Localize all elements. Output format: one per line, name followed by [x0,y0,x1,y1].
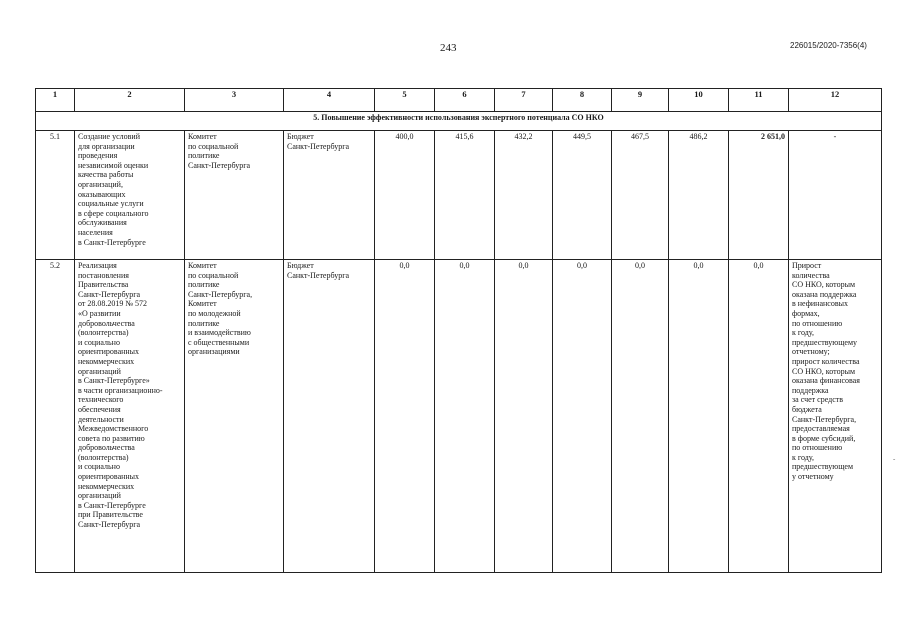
value-cell: 486,2 [669,131,729,260]
value-cell: 415,6 [435,131,495,260]
program-table [35,88,882,573]
result-cell: Прирост количества СО НКО, которым оказана поддержка в нефинансовых формах, по отношению к году, предшествующему отчетному; прирост количества СО НКО, которым оказана финансовая поддержка за счет средств бюджета Санкт-Петербурга, предоставляемая в форме субсидий, по отношению к году, предшествующем у отчетному [789,260,882,573]
value-cell: 0,0 [375,260,435,573]
header-cell: 5 [375,89,435,112]
page-number: 243 [440,42,457,54]
result-cell: - [789,131,882,260]
section-title: 5. Повышение эффективности использования экспертного потенциала СО НКО [36,112,882,131]
header-cell: 1 [36,89,75,112]
row-number: 5.1 [36,131,75,260]
value-cell: 400,0 [375,131,435,260]
header-cell: 7 [495,89,553,112]
value-cell: 0,0 [612,260,669,573]
header-cell: 8 [553,89,612,112]
activity-cell: Создание условий для организации проведения независимой оценки качества работы организаций, оказывающих социальные услуги в сфере социального обслуживания населения в Санкт-Петербурге [75,131,185,260]
value-cell: 467,5 [612,131,669,260]
table-row [36,131,882,260]
row-number: 5.2 [36,260,75,573]
header-cell: 9 [612,89,669,112]
value-cell: 449,5 [553,131,612,260]
total-cell: 2 651,0 [729,131,789,260]
value-cell: 0,0 [435,260,495,573]
header-row [36,89,882,112]
header-cell: 12 [789,89,882,112]
executor-cell: Комитет по социальной политике Санкт-Петербурга, Комитет по молодежной политике и взаимодействию с общественными организациями [185,260,284,573]
value-cell: 0,0 [553,260,612,573]
total-cell: 0,0 [729,260,789,573]
value-cell: 0,0 [495,260,553,573]
document-code: 226015/2020-7356(4) [790,41,867,50]
funding-source-cell: Бюджет Санкт-Петербурга [284,260,375,573]
header-cell: 10 [669,89,729,112]
funding-source-cell: Бюджет Санкт-Петербурга [284,131,375,260]
header-cell: 6 [435,89,495,112]
header-cell: 11 [729,89,789,112]
activity-cell: Реализация постановления Правительства Санкт-Петербурга от 28.08.2019 № 572 «О развитии добровольчества (волонтерства) и социально ориентированных некоммерческих организаций в Санкт-Петербурге» в части организационно- технического обеспечения деятельности Межведомственного совета по развитию добровольчества (волонтерства) и социально ориентированных некоммерческих организаций в Санкт-Петербурге при Правительстве Санкт-Петербурга [75,260,185,573]
header-cell: 4 [284,89,375,112]
value-cell: 0,0 [669,260,729,573]
executor-cell: Комитет по социальной политике Санкт-Петербурга [185,131,284,260]
margin-mark: - [893,455,896,463]
value-cell: 432,2 [495,131,553,260]
header-cell: 2 [75,89,185,112]
header-cell: 3 [185,89,284,112]
table-row [36,260,882,573]
section-row [36,112,882,131]
